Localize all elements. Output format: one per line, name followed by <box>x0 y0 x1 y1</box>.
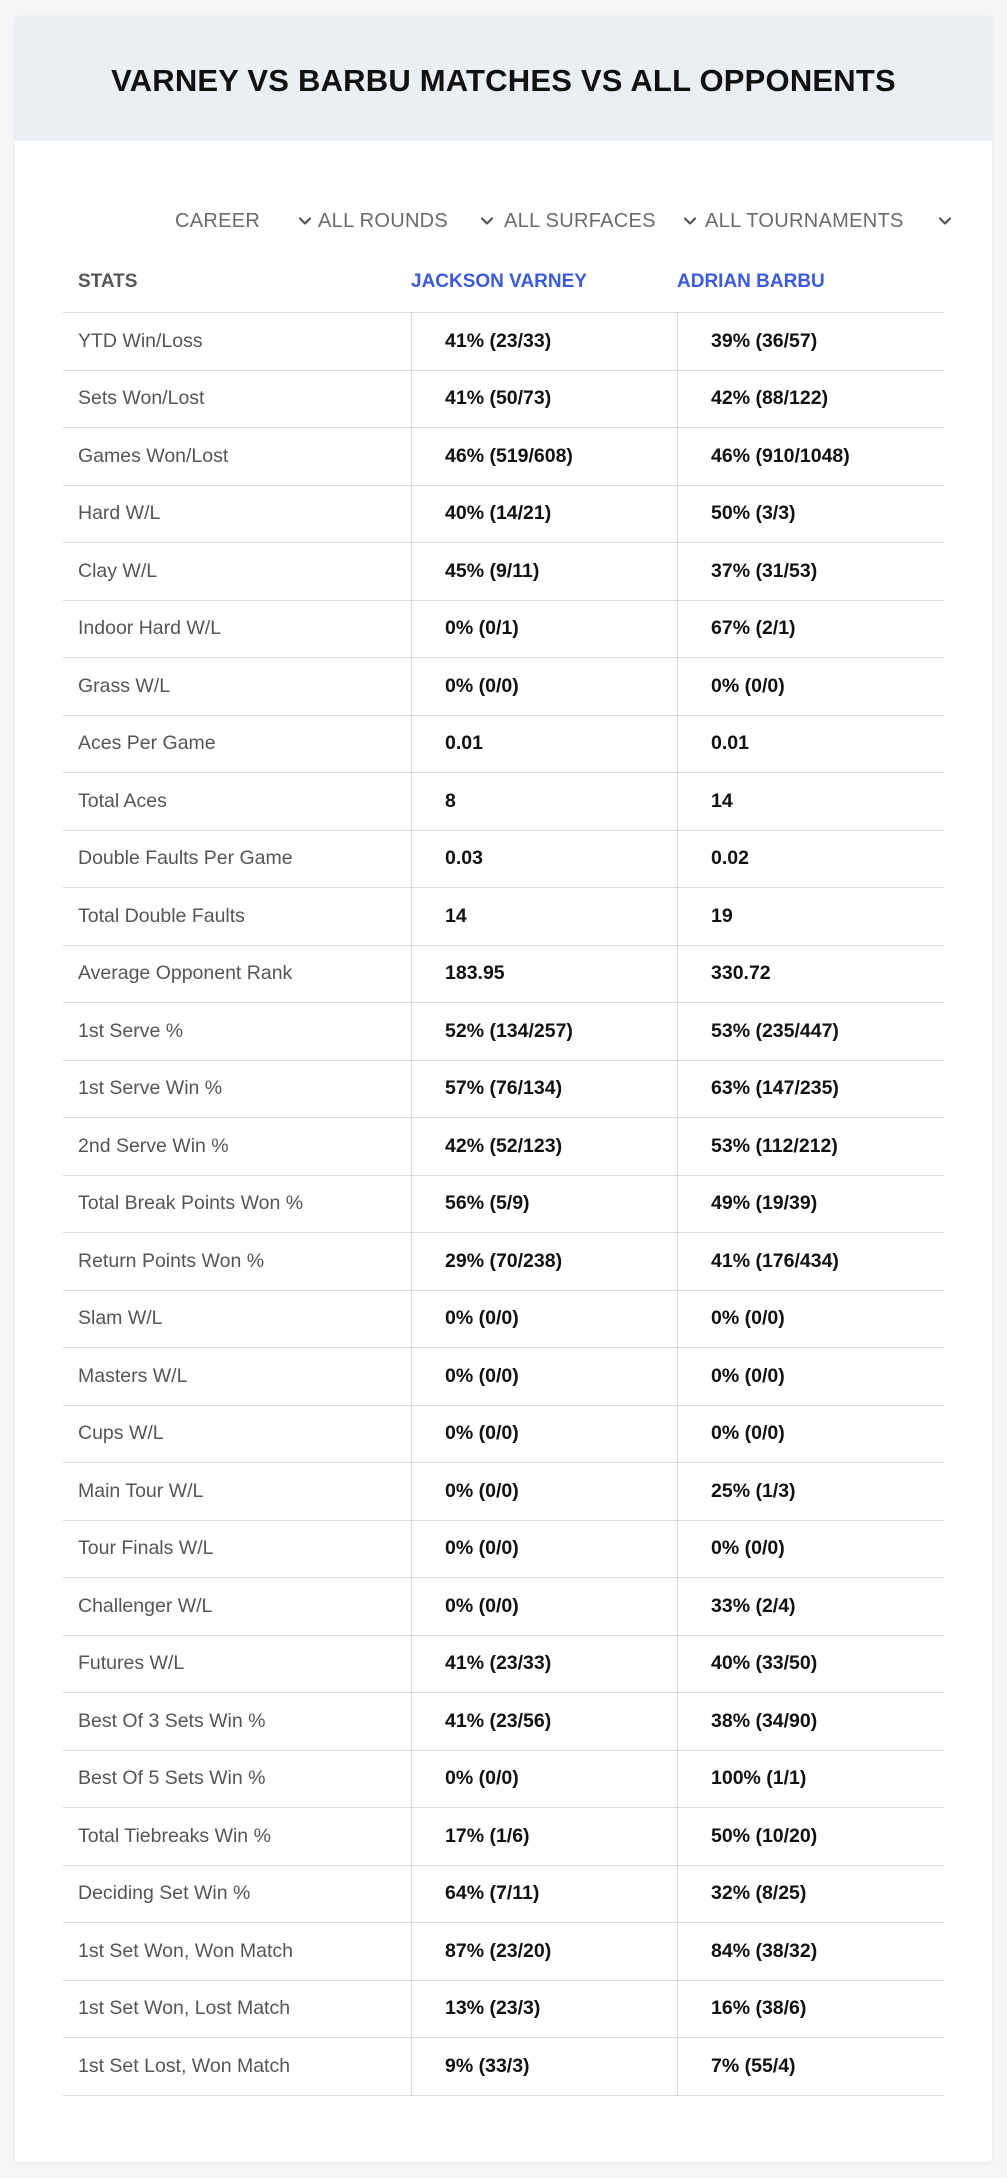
row-stat-label: Best Of 3 Sets Win % <box>78 1709 266 1732</box>
row-player2-value: 33% (2/4) <box>711 1594 796 1617</box>
row-stat-label: YTD Win/Loss <box>78 329 203 352</box>
column-divider <box>411 1808 412 1865</box>
row-stat-label: Total Aces <box>78 789 167 812</box>
column-divider <box>677 1176 678 1233</box>
column-divider <box>677 1233 678 1290</box>
row-player1-value: 0% (0/0) <box>445 1594 519 1617</box>
column-divider <box>677 1923 678 1980</box>
row-player2-value: 42% (88/122) <box>711 387 829 410</box>
table-row <box>63 371 944 429</box>
column-divider <box>677 2038 678 2095</box>
row-stat-label: Sets Won/Lost <box>78 387 205 410</box>
table-row <box>63 1981 944 2039</box>
table-row <box>63 716 944 774</box>
row-stat-label: Masters W/L <box>78 1364 188 1387</box>
row-player2-value: 0% (0/0) <box>711 1307 785 1330</box>
table-row <box>63 1061 944 1119</box>
table-row <box>63 1521 944 1579</box>
column-divider <box>411 1578 412 1635</box>
column-divider <box>411 486 412 543</box>
row-stat-label: Slam W/L <box>78 1307 163 1330</box>
table-row <box>63 1693 944 1751</box>
row-player1-value: 0% (0/1) <box>445 617 519 640</box>
row-player1-value: 52% (134/257) <box>445 1019 573 1042</box>
column-divider <box>411 946 412 1003</box>
row-stat-label: Hard W/L <box>78 502 161 525</box>
column-divider <box>411 1176 412 1233</box>
table-body <box>63 313 944 2096</box>
page-title: VARNEY VS BARBU MATCHES VS ALL OPPONENTS <box>111 62 896 98</box>
row-stat-label: Return Points Won % <box>78 1249 265 1272</box>
row-stat-label: 1st Set Won, Won Match <box>78 1939 293 1962</box>
table-header <box>63 252 944 313</box>
column-divider <box>677 1406 678 1463</box>
row-stat-label: Main Tour W/L <box>78 1479 204 1502</box>
row-player2-value: 0.01 <box>711 732 749 755</box>
column-divider <box>677 1636 678 1693</box>
filter-label: ALL TOURNAMENTS <box>705 209 904 232</box>
row-player2-value: 100% (1/1) <box>711 1767 807 1790</box>
column-divider <box>677 1521 678 1578</box>
column-divider <box>677 1061 678 1118</box>
row-player2-value: 50% (10/20) <box>711 1824 818 1847</box>
row-stat-label: Deciding Set Win % <box>78 1882 251 1905</box>
column-divider <box>677 1693 678 1750</box>
column-divider <box>677 1003 678 1060</box>
row-player2-value: 25% (1/3) <box>711 1479 796 1502</box>
row-player1-value: 46% (519/608) <box>445 444 573 467</box>
table-row <box>63 1636 944 1694</box>
chevron-down-icon <box>682 213 698 229</box>
table-row <box>63 601 944 659</box>
row-player2-value: 53% (112/212) <box>711 1134 838 1157</box>
column-divider <box>411 1981 412 2038</box>
column-divider <box>677 831 678 888</box>
column-divider <box>677 1981 678 2038</box>
row-player1-value: 41% (23/56) <box>445 1709 552 1732</box>
table-row <box>63 658 944 716</box>
column-header-stats: STATS <box>78 271 138 292</box>
table-row <box>63 1751 944 1809</box>
row-player2-value: 7% (55/4) <box>711 2054 796 2077</box>
row-player1-value: 45% (9/11) <box>445 559 540 582</box>
column-divider <box>411 1233 412 1290</box>
row-stat-label: Double Faults Per Game <box>78 847 293 870</box>
filter-surfaces-dropdown[interactable] <box>504 191 699 251</box>
column-divider <box>677 1463 678 1520</box>
filter-label: CAREER <box>175 209 261 232</box>
row-player2-value: 63% (147/235) <box>711 1077 839 1100</box>
column-divider <box>411 1061 412 1118</box>
row-stat-label: 1st Set Lost, Won Match <box>78 2054 291 2077</box>
row-player2-value: 53% (235/447) <box>711 1019 839 1042</box>
table-row <box>63 1118 944 1176</box>
row-player2-value: 14 <box>711 789 733 812</box>
table-row <box>63 486 944 544</box>
row-stat-label: Grass W/L <box>78 674 171 697</box>
column-divider <box>677 946 678 1003</box>
row-stat-label: Average Opponent Rank <box>78 962 293 985</box>
row-player1-value: 0% (0/0) <box>445 674 519 697</box>
row-stat-label: Total Tiebreaks Win % <box>78 1824 271 1847</box>
chevron-down-icon <box>479 213 495 229</box>
row-stat-label: Cups W/L <box>78 1422 164 1445</box>
row-stat-label: Tour Finals W/L <box>78 1537 214 1560</box>
table-row <box>63 1003 944 1061</box>
column-divider <box>411 1923 412 1980</box>
chevron-down-icon <box>297 213 313 229</box>
row-player1-value: 183.95 <box>445 962 505 985</box>
column-divider <box>677 658 678 715</box>
column-divider <box>677 313 678 370</box>
row-player1-value: 40% (14/21) <box>445 502 552 525</box>
column-divider <box>677 1348 678 1405</box>
row-stat-label: Games Won/Lost <box>78 444 229 467</box>
row-player1-value: 13% (23/3) <box>445 1997 541 2020</box>
row-player1-value: 87% (23/20) <box>445 1939 552 1962</box>
row-player1-value: 0% (0/0) <box>445 1364 519 1387</box>
row-stat-label: 1st Serve Win % <box>78 1077 223 1100</box>
filter-rounds-dropdown[interactable] <box>318 191 500 251</box>
column-divider <box>677 486 678 543</box>
row-player1-value: 8 <box>445 789 456 812</box>
stats-table <box>63 252 944 2096</box>
table-row <box>63 888 944 946</box>
row-player2-value: 19 <box>711 904 733 927</box>
column-divider <box>677 1291 678 1348</box>
row-player2-value: 0% (0/0) <box>711 1537 785 1560</box>
row-stat-label: Total Double Faults <box>78 904 245 927</box>
row-player1-value: 64% (7/11) <box>445 1882 540 1905</box>
column-divider <box>677 1866 678 1923</box>
column-divider <box>677 1808 678 1865</box>
table-row <box>63 1291 944 1349</box>
table-row <box>63 1808 944 1866</box>
table-row <box>63 2038 944 2096</box>
row-stat-label: Indoor Hard W/L <box>78 617 222 640</box>
chevron-down-icon <box>937 213 953 229</box>
row-player2-value: 16% (38/6) <box>711 1997 807 2020</box>
column-divider <box>411 1291 412 1348</box>
column-divider <box>411 658 412 715</box>
card-header <box>15 16 992 141</box>
column-divider <box>677 888 678 945</box>
column-divider <box>411 1521 412 1578</box>
column-divider <box>411 543 412 600</box>
row-player1-value: 42% (52/123) <box>445 1134 563 1157</box>
row-player1-value: 41% (23/33) <box>445 1652 552 1675</box>
stats-card <box>15 16 992 2162</box>
column-divider <box>677 601 678 658</box>
column-divider <box>411 1348 412 1405</box>
row-player1-value: 29% (70/238) <box>445 1249 563 1272</box>
row-player2-value: 50% (3/3) <box>711 502 796 525</box>
table-row <box>63 1866 944 1924</box>
column-divider <box>411 2038 412 2095</box>
table-row <box>63 831 944 889</box>
column-divider <box>677 371 678 428</box>
row-player2-value: 41% (176/434) <box>711 1249 839 1272</box>
row-player2-value: 49% (19/39) <box>711 1192 818 1215</box>
row-player2-value: 330.72 <box>711 962 771 985</box>
table-row <box>63 946 944 1004</box>
column-divider <box>677 543 678 600</box>
filter-label: ALL ROUNDS <box>318 209 449 232</box>
table-row <box>63 1463 944 1521</box>
row-player2-value: 0% (0/0) <box>711 1422 785 1445</box>
column-divider <box>411 1693 412 1750</box>
table-row <box>63 1176 944 1234</box>
column-divider <box>411 773 412 830</box>
table-row <box>63 1923 944 1981</box>
column-divider <box>411 1866 412 1923</box>
row-player1-value: 0% (0/0) <box>445 1767 519 1790</box>
row-player2-value: 0% (0/0) <box>711 1364 785 1387</box>
column-divider <box>677 716 678 773</box>
column-divider <box>411 831 412 888</box>
column-header-player2-link[interactable]: ADRIAN BARBU <box>677 271 825 292</box>
row-stat-label: 1st Serve % <box>78 1019 184 1042</box>
row-player2-value: 40% (33/50) <box>711 1652 818 1675</box>
row-player2-value: 38% (34/90) <box>711 1709 818 1732</box>
column-divider <box>411 1636 412 1693</box>
row-player2-value: 39% (36/57) <box>711 329 818 352</box>
column-divider <box>411 601 412 658</box>
row-player1-value: 14 <box>445 904 467 927</box>
row-player2-value: 32% (8/25) <box>711 1882 807 1905</box>
row-player1-value: 17% (1/6) <box>445 1824 530 1847</box>
table-row <box>63 773 944 831</box>
column-divider <box>411 371 412 428</box>
row-player1-value: 0% (0/0) <box>445 1479 519 1502</box>
column-divider <box>411 1118 412 1175</box>
row-stat-label: 2nd Serve Win % <box>78 1134 229 1157</box>
row-player1-value: 56% (5/9) <box>445 1192 530 1215</box>
table-row <box>63 1233 944 1291</box>
row-player2-value: 0.02 <box>711 847 749 870</box>
column-divider <box>411 1003 412 1060</box>
table-row <box>63 1406 944 1464</box>
column-divider <box>677 428 678 485</box>
row-stat-label: Challenger W/L <box>78 1594 213 1617</box>
column-divider <box>411 1751 412 1808</box>
row-player1-value: 57% (76/134) <box>445 1077 563 1100</box>
table-row <box>63 428 944 486</box>
row-stat-label: Total Break Points Won % <box>78 1192 304 1215</box>
column-divider <box>411 428 412 485</box>
row-stat-label: 1st Set Won, Lost Match <box>78 1997 291 2020</box>
column-divider <box>411 888 412 945</box>
row-player2-value: 84% (38/32) <box>711 1939 818 1962</box>
table-row <box>63 313 944 371</box>
row-player1-value: 0.01 <box>445 732 483 755</box>
table-row <box>63 1348 944 1406</box>
table-row <box>63 1578 944 1636</box>
row-player1-value: 0% (0/0) <box>445 1422 519 1445</box>
row-player1-value: 0.03 <box>445 847 483 870</box>
column-divider <box>677 773 678 830</box>
column-divider <box>411 716 412 773</box>
filter-tournaments-dropdown[interactable] <box>705 191 955 251</box>
row-player2-value: 0% (0/0) <box>711 674 785 697</box>
row-stat-label: Best Of 5 Sets Win % <box>78 1767 266 1790</box>
column-header-player1-link[interactable]: JACKSON VARNEY <box>411 271 587 292</box>
row-stat-label: Futures W/L <box>78 1652 185 1675</box>
row-stat-label: Aces Per Game <box>78 732 216 755</box>
row-player2-value: 46% (910/1048) <box>711 444 850 467</box>
row-player1-value: 41% (50/73) <box>445 387 552 410</box>
column-divider <box>677 1118 678 1175</box>
row-player1-value: 9% (33/3) <box>445 2054 530 2077</box>
row-stat-label: Clay W/L <box>78 559 158 582</box>
column-divider <box>411 313 412 370</box>
row-player1-value: 41% (23/33) <box>445 329 552 352</box>
row-player2-value: 67% (2/1) <box>711 617 796 640</box>
row-player1-value: 0% (0/0) <box>445 1537 519 1560</box>
filter-label: ALL SURFACES <box>504 209 656 232</box>
column-divider <box>411 1463 412 1520</box>
filter-career-dropdown[interactable] <box>175 191 313 251</box>
row-player2-value: 37% (31/53) <box>711 559 818 582</box>
column-divider <box>677 1751 678 1808</box>
column-divider <box>411 1406 412 1463</box>
row-player1-value: 0% (0/0) <box>445 1307 519 1330</box>
table-row <box>63 543 944 601</box>
filter-bar <box>15 191 992 251</box>
column-divider <box>677 1578 678 1635</box>
